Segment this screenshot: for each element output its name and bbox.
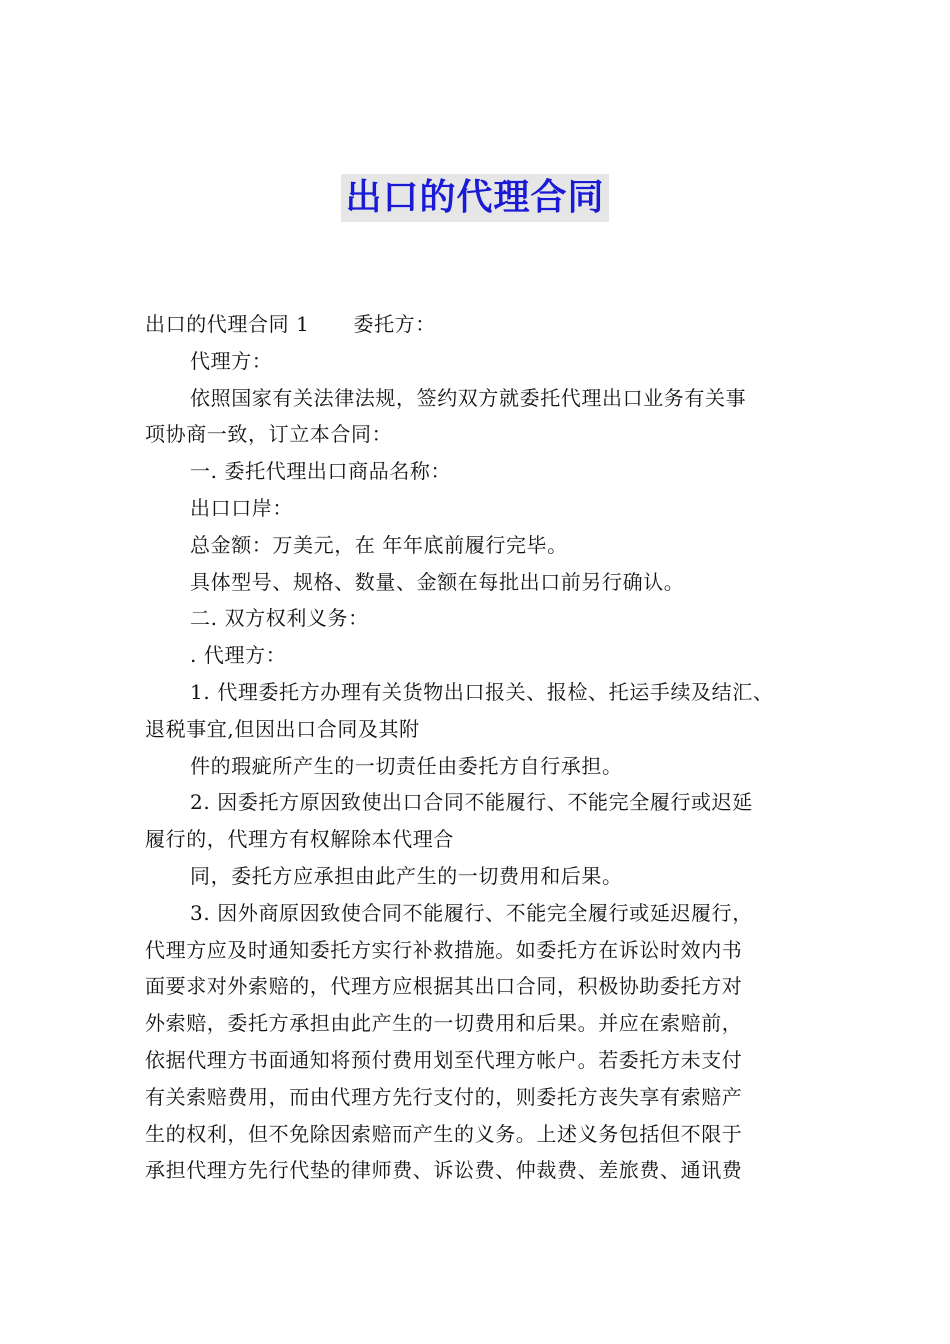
paragraph-line: 代理方： [190,348,273,373]
paragraph-line: 具体型号、规格、数量、金额在每批出口前另行确认。 [190,569,685,594]
paragraph-line: 2. 因委托方原因致使出口合同不能履行、不能完全履行或迟延 [190,790,753,815]
paragraph-line: 1. 代理委托方办理有关货物出口报关、报检、托运手续及结汇、 [190,679,774,704]
paragraph-line [145,306,807,343]
paragraph-line: 履行的，代理方有权解除本代理合 [145,827,454,852]
paragraph-line: 承担代理方先行代垫的律师费、诉讼费、仲裁费、差旅费、通讯费 [145,1158,743,1183]
paragraph-line: 面要求对外索赔的，代理方应根据其出口合同，积极协助委托方对 [145,974,743,999]
principal-label: 委托方： [353,312,436,336]
paragraph-line: 外索赔，委托方承担由此产生的一切费用和后果。并应在索赔前， [145,1011,743,1036]
document-title: 出口的代理合同 [341,174,608,222]
paragraph-line: 项协商一致，订立本合同： [145,422,393,447]
paragraph-line: 同，委托方应承担由此产生的一切费用和后果。 [190,863,623,888]
paragraph-line: 出口口岸： [190,495,293,520]
paragraph-line: 依据代理方书面通知将预付费用划至代理方帐户。若委托方未支付 [145,1047,743,1072]
paragraph-line: 件的瑕疵所产生的一切责任由委托方自行承担。 [190,753,623,778]
contract-heading: 出口的代理合同 1 [145,312,310,336]
paragraph-line: 依照国家有关法律法规，签约双方就委托代理出口业务有关事 [190,385,747,410]
paragraph-line: 3. 因外商原因致使合同不能履行、不能完全履行或延迟履行， [190,900,753,925]
paragraph-line: 一. 委托代理出口商品名称： [190,459,452,484]
title-container [0,174,950,222]
document-body [145,306,807,1189]
paragraph-line: 生的权利，但不免除因索赔而产生的义务。上述义务包括但不限于 [145,1121,743,1146]
paragraph-line: 退税事宜,但因出口合同及其附 [145,716,420,741]
paragraph-line: 代理方应及时通知委托方实行补救措施。如委托方在诉讼时效内书 [145,937,743,962]
paragraph-line: 二. 双方权利义务： [190,606,369,631]
paragraph-line: 总金额：万美元，在 年年底前履行完毕。 [190,532,568,557]
paragraph-line: . 代理方： [190,643,287,668]
paragraph-line: 有关索赔费用，而由代理方先行支付的，则委托方丧失享有索赔产 [145,1084,743,1109]
